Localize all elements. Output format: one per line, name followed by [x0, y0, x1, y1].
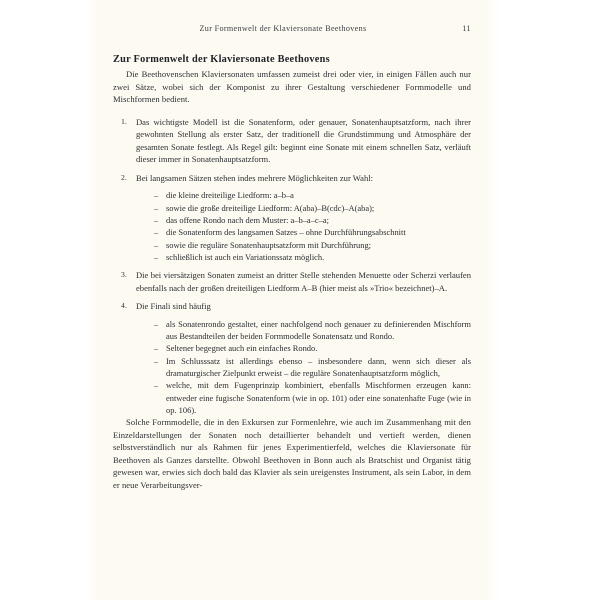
list-item-text: Die bei viersätzigen Sonaten zumeist an dritter Stelle stehenden Menuette oder Scherzi verlaufen ebenfalls nach der großen dreiteiligen Liedform A–B (hier meist als »Trio« bezeichnet)–A.	[136, 270, 471, 293]
list-item-marker: 3.	[121, 270, 128, 280]
sub-list-item	[154, 202, 471, 214]
sub-list	[136, 318, 471, 416]
sub-list-item-text: schließlich ist auch ein Variationssatz möglich.	[166, 251, 325, 262]
numbered-list	[113, 116, 471, 417]
sub-list-item	[154, 379, 471, 416]
sub-list-item	[154, 342, 471, 354]
section-heading: Zur Formenwelt der Klaviersonate Beethovens	[113, 54, 330, 65]
sub-list-item-text: sowie die reguläre Sonatenhauptsatzform mit Durchführung;	[166, 239, 372, 250]
page-sheet	[88, 0, 500, 600]
running-head	[113, 24, 471, 38]
sub-list-item	[154, 214, 471, 226]
closing-paragraph: Solche Formmodelle, die in den Exkursen zur Formenlehre, wie auch im Zusammenhang mit den Einzeldarstellungen der Sonaten noch detaillierter behandelt und vertieft werden, dienen selbstverständlich nur als Rahmen für jenes Experimentierfeld, welches die Klaviersonate für Beethoven als Ganzes darstellte. Obwohl Beethoven in Bonn auch als Bratschist und Organist tätig gewesen war, erwies sich doch bald das Klavier als sein ureigenstes Instrument, als sein Labor, in dem er neue Verarbeitungsver-	[113, 417, 471, 490]
list-item-text: Das wichtigste Modell ist die Sonatenform, oder genauer, Sonatenhauptsatzform, nach ihrer gewohnten Stellung als erster Satz, der traditionell die Grundstimmung und Atmosphäre der gesamten Sonate festlegt. Als Regel gilt: beginnt eine Sonate mit einem schnellen Satz, verläuft dieser immer in Sonatenhauptsatzform.	[136, 116, 471, 165]
sub-list-item	[154, 251, 471, 263]
dash-marker: –	[154, 202, 159, 213]
dash-marker: –	[154, 214, 159, 225]
sub-list-item	[154, 189, 471, 201]
sub-list-item-text: Im Schlusssatz ist allerdings ebenso – insbesondere dann, wenn sich dieser als dramaturgischer Zielpunkt erweist – die reguläre Sonatenhauptsatzform möglich,	[166, 355, 471, 378]
sub-list-item-text: Seltener begegnet auch ein einfaches Rondo.	[166, 343, 318, 354]
dash-marker: –	[154, 227, 159, 238]
dash-marker: –	[154, 251, 159, 262]
text-column	[113, 0, 471, 491]
sub-list-item	[154, 355, 471, 380]
dash-marker: –	[154, 380, 159, 391]
sub-list-item	[154, 318, 471, 343]
intro-paragraph: Die Beethovenschen Klaviersonaten umfassen zumeist drei oder vier, in einigen Fällen auch nur zwei Sätze, wobei sich der Komponist zu ihrer Gestaltung verschiedener Formmodelle und Mischformen bedient.	[113, 69, 471, 105]
list-item-marker: 2.	[121, 172, 128, 182]
sub-list-item-text: die kleine dreiteilige Liedform: a–b–a	[166, 190, 294, 201]
sub-list-item	[154, 226, 471, 238]
sub-list-item-text: die Sonatenform des langsamen Satzes – ohne Durchführungsabschnitt	[166, 227, 406, 238]
sub-list-item-text: als Sonatenrondo gestaltet, einer nachfolgend noch genauer zu definierenden Mischform aus Bestandteilen der beiden Formmodelle Sonatensatz und Rondo.	[166, 318, 471, 342]
list-item-text: Die Finali sind häufig	[136, 301, 211, 312]
list-item	[113, 269, 471, 294]
dash-marker: –	[154, 355, 159, 366]
sub-list-item-text: welche, mit dem Fugenprinzip kombiniert, ebenfalls Mischformen erzeugen kann: entweder eine fugische Sonatenform (wie in op. 101) oder eine sonatenhafte Fuge (wie in op. 106).	[166, 380, 471, 415]
sub-list-item	[154, 239, 471, 251]
dash-marker: –	[154, 239, 159, 250]
dash-marker: –	[154, 343, 159, 354]
list-item-text: Bei langsamen Sätzen stehen indes mehrere Möglichkeiten zur Wahl:	[136, 172, 373, 183]
running-head-title: Zur Formenwelt der Klaviersonate Beethovens	[199, 24, 367, 33]
dash-marker: –	[154, 190, 159, 201]
sub-list-item-text: sowie die große dreiteilige Liedform: A(aba)–B(cdc)–A(aba);	[166, 202, 375, 213]
list-item	[113, 172, 471, 263]
list-item	[113, 300, 471, 416]
list-item-marker: 4.	[121, 301, 128, 311]
sub-list-item-text: das offene Rondo nach dem Muster: a–b–a–c–a;	[166, 214, 329, 225]
list-item	[113, 116, 471, 166]
list-item-marker: 1.	[121, 116, 128, 126]
page-number: 11	[462, 24, 471, 33]
dash-marker: –	[154, 318, 159, 329]
sub-list	[136, 189, 471, 263]
